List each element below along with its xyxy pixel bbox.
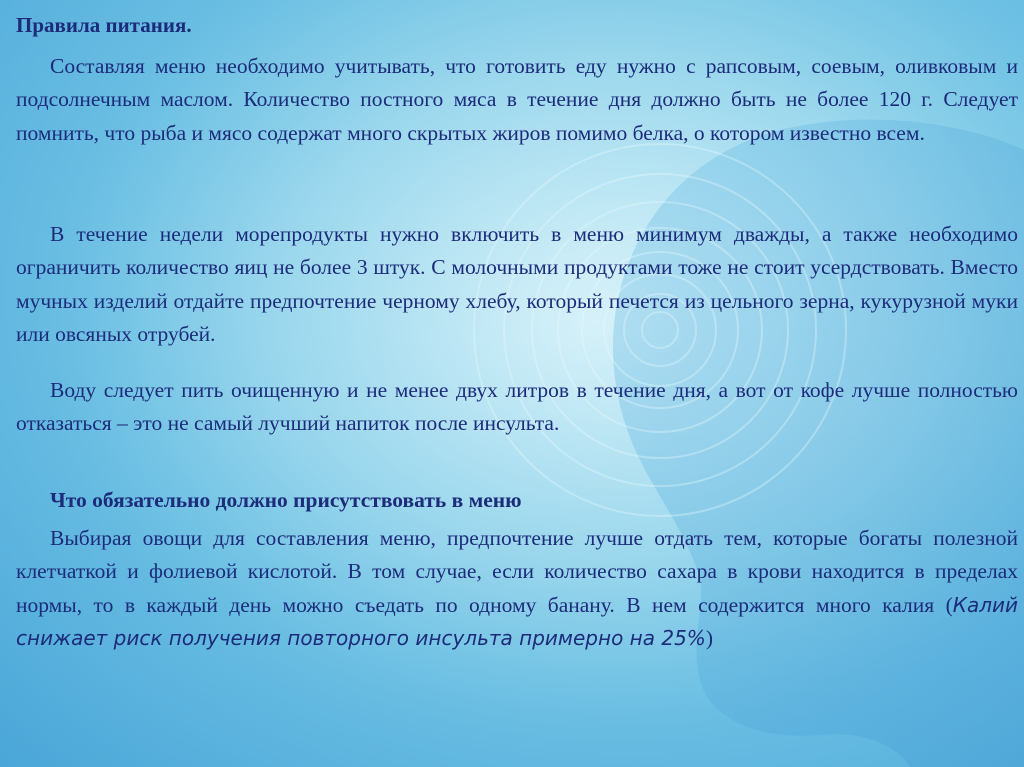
paragraph-main-text: Выбирая овощи для составления меню, предпочтение лучше отдать тем, которые богаты полезной клетчаткой и фолиевой кислотой. В том случае, если количество сахара в крови находится в пределах нормы, то в каждый день можно съедать по одному банану. В нем содержится много калия ( xyxy=(16,526,1018,617)
paragraph-oils-meat: Составляя меню необходимо учитывать, что готовить еду нужно с рапсовым, соевым, оливковым и подсолнечным маслом. Количество постного мяса в течение дня должно быть не более 120 г. Следует помнить, что рыба и мясо содержат много скрытых жиров помимо белка, о котором известно всем. xyxy=(16,54,1018,145)
potassium-note: Калий снижает риск получения повторного инсульта примерно на 25% xyxy=(16,592,1018,651)
paragraph-seafood-bread: В течение недели морепродукты нужно включить в меню минимум дважды, а также необходимо ограничить количество яиц не более 3 штук. С молочными продуктами тоже не стоит усердствовать. Вместо мучных изделий отдайте предпочтение черному хлебу, который печется из цельного зерна, кукурузной муки или овсяных отрубей. xyxy=(16,222,1018,347)
section-subtitle: Что обязательно должно присутствовать в меню xyxy=(50,488,522,512)
slide-title: Правила питания. xyxy=(16,13,192,37)
closing-paren: ) xyxy=(705,626,713,651)
slide-content xyxy=(8,4,1016,764)
paragraph-water-coffee: Воду следует пить очищенную и не менее двух литров в течение дня, а вот от кофе лучше полностью отказаться – это не самый лучший напиток после инсульта. xyxy=(16,378,1018,436)
paragraph-vegetables-banana xyxy=(16,522,1018,656)
